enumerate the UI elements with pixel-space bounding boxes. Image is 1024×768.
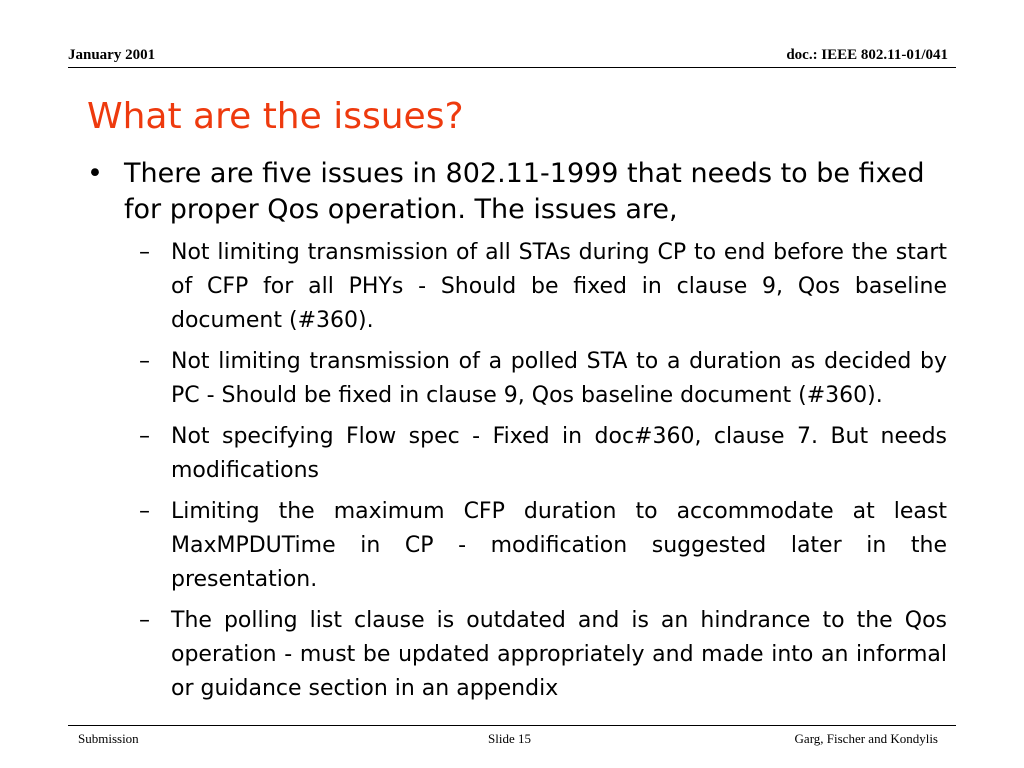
slide-title: What are the issues? xyxy=(87,96,464,137)
sub-item-text: The polling list clause is outdated and is an hindrance to the Qos operation - must be updated appropriately and made into an informal or guidance section in an appendix xyxy=(171,608,947,701)
bullet-item xyxy=(87,156,947,228)
sub-item xyxy=(139,345,947,413)
sub-item xyxy=(139,495,947,597)
sub-item-text: Not limiting transmission of a polled STA to a duration as decided by PC - Should be fixed in clause 9, Qos baseline document (#360). xyxy=(171,349,947,408)
dash-marker: – xyxy=(139,349,150,374)
sub-item xyxy=(139,420,947,488)
footer-slide-number: Slide 15 xyxy=(488,731,531,746)
header-rule xyxy=(68,67,956,68)
sub-item-text: Limiting the maximum CFP duration to accommodate at least MaxMPDUTime in CP - modification suggested later in the presentation. xyxy=(171,499,947,592)
dash-marker: – xyxy=(139,499,150,524)
bullet-marker: • xyxy=(87,158,103,189)
dash-marker: – xyxy=(139,424,150,449)
sub-item-text: Not limiting transmission of all STAs during CP to end before the start of CFP for all PHYs - Should be fixed in clause 9, Qos baseline document (#360). xyxy=(171,240,947,333)
sub-item xyxy=(139,604,947,706)
footer-rule xyxy=(68,725,956,726)
slide-body xyxy=(87,156,947,713)
sub-item xyxy=(139,236,947,338)
footer-submission: Submission xyxy=(78,731,139,746)
sub-item-text: Not specifying Flow spec - Fixed in doc#360, clause 7. But needs modifications xyxy=(171,424,947,483)
dash-marker: – xyxy=(139,240,150,265)
header-doc-id: doc.: IEEE 802.11-01/041 xyxy=(786,47,948,63)
header-date: January 2001 xyxy=(68,47,156,63)
footer-authors: Garg, Fischer and Kondylis xyxy=(794,731,938,746)
bullet-text: There are five issues in 802.11-1999 that needs to be fixed for proper Qos operation. The issues are, xyxy=(124,158,925,225)
dash-marker: – xyxy=(139,608,150,633)
